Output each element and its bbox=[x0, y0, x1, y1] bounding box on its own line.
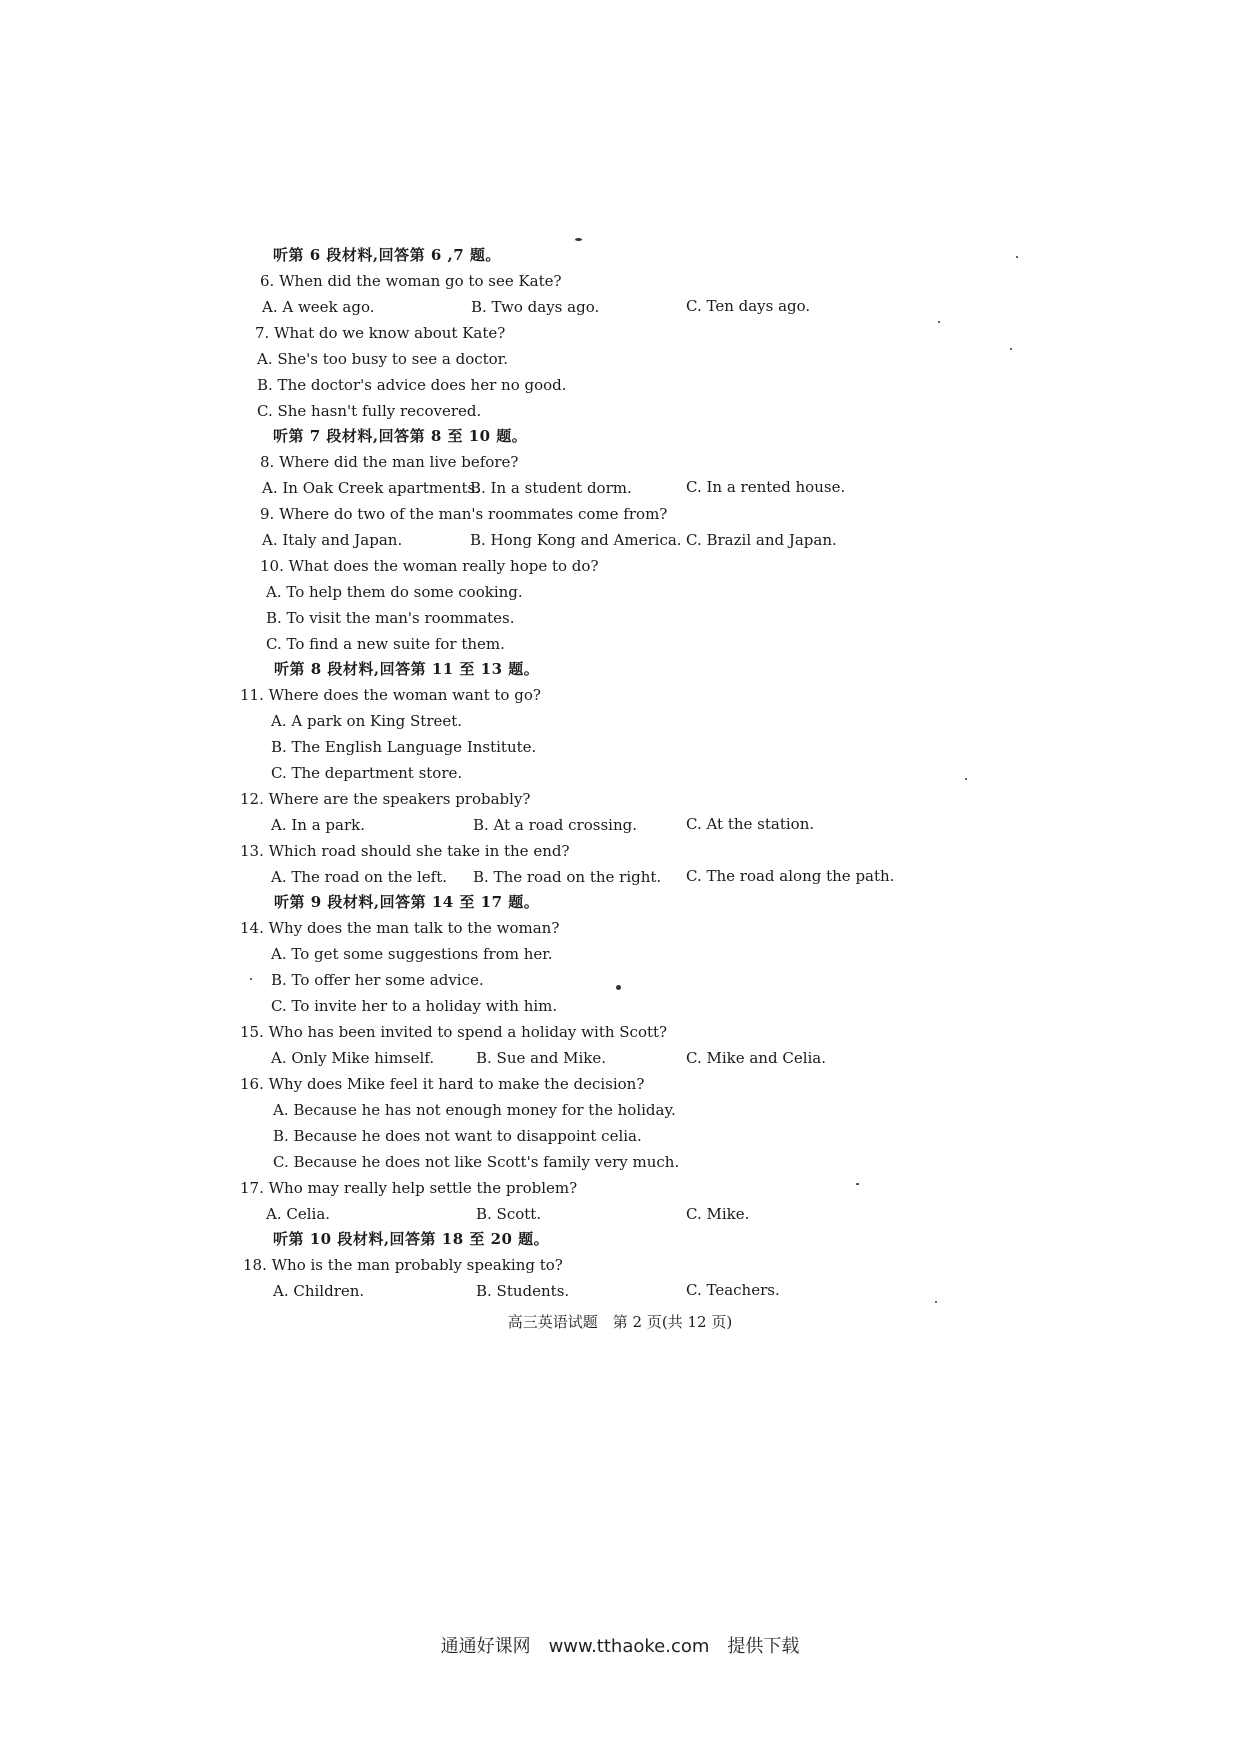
q11-option-c: C. The department store. bbox=[271, 764, 463, 782]
q16-option-a: A. Because he has not enough money for the holiday. bbox=[273, 1101, 676, 1119]
question-16: 16. Why does Mike feel it hard to make the decision? bbox=[240, 1075, 645, 1093]
q17-option-b: B. Scott. bbox=[476, 1205, 542, 1223]
question-12: 12. Where are the speakers probably? bbox=[240, 790, 531, 808]
q15-option-b: B. Sue and Mike. bbox=[476, 1049, 607, 1067]
q7-option-b: B. The doctor's advice does her no good. bbox=[257, 376, 567, 394]
question-6: 6. When did the woman go to see Kate? bbox=[260, 272, 562, 290]
question-18: 18. Who is the man probably speaking to? bbox=[243, 1256, 563, 1274]
q11-option-b: B. The English Language Institute. bbox=[271, 738, 537, 756]
q16-option-b: B. Because he does not want to disappoint celia. bbox=[273, 1127, 642, 1145]
section-heading-9: 听第 9 段材料,回答第 14 至 17 题。 bbox=[274, 893, 540, 911]
q6-option-c: C. Ten days ago. bbox=[686, 297, 811, 315]
q17-option-a: A. Celia. bbox=[266, 1205, 331, 1223]
q8-option-b: B. In a student dorm. bbox=[470, 479, 632, 497]
q14-option-c: C. To invite her to a holiday with him. bbox=[271, 997, 558, 1015]
q15-option-c: C. Mike and Celia. bbox=[686, 1049, 827, 1067]
section-heading-8: 听第 8 段材料,回答第 11 至 13 题。 bbox=[274, 660, 540, 678]
q18-option-c: C. Teachers. bbox=[686, 1281, 780, 1299]
q10-option-b: B. To visit the man's roommates. bbox=[266, 609, 515, 627]
q6-option-b: B. Two days ago. bbox=[471, 298, 600, 316]
scan-speck bbox=[935, 1301, 937, 1303]
question-7: 7. What do we know about Kate? bbox=[255, 324, 506, 342]
scan-speck bbox=[616, 985, 621, 990]
question-14: 14. Why does the man talk to the woman? bbox=[240, 919, 560, 937]
q9-option-b: B. Hong Kong and America. bbox=[470, 531, 682, 549]
q8-option-c: C. In a rented house. bbox=[686, 478, 846, 496]
q17-option-c: C. Mike. bbox=[686, 1205, 750, 1223]
q12-option-c: C. At the station. bbox=[686, 815, 815, 833]
q8-option-a: A. In Oak Creek apartments. bbox=[262, 479, 481, 497]
q12-option-a: A. In a park. bbox=[271, 816, 366, 834]
q9-option-a: A. Italy and Japan. bbox=[262, 531, 403, 549]
section-heading-7: 听第 7 段材料,回答第 8 至 10 题。 bbox=[273, 427, 528, 445]
q11-option-a: A. A park on King Street. bbox=[271, 712, 463, 730]
scan-speck bbox=[938, 321, 940, 323]
question-11: 11. Where does the woman want to go? bbox=[240, 686, 541, 704]
q18-option-b: B. Students. bbox=[476, 1282, 570, 1300]
scan-speck bbox=[575, 238, 582, 241]
section-heading-10: 听第 10 段材料,回答第 18 至 20 题。 bbox=[273, 1230, 550, 1248]
q13-option-c: C. The road along the path. bbox=[686, 867, 895, 885]
scan-speck bbox=[965, 778, 967, 780]
q16-option-c: C. Because he does not like Scott's family very much. bbox=[273, 1153, 680, 1171]
question-13: 13. Which road should she take in the end? bbox=[240, 842, 570, 860]
q13-option-a: A. The road on the left. bbox=[271, 868, 448, 886]
q12-option-b: B. At a road crossing. bbox=[473, 816, 637, 834]
q6-option-a: A. A week ago. bbox=[262, 298, 375, 316]
q7-option-a: A. She's too busy to see a doctor. bbox=[257, 350, 508, 368]
question-8: 8. Where did the man live before? bbox=[260, 453, 519, 471]
question-17: 17. Who may really help settle the problem? bbox=[240, 1179, 578, 1197]
q9-option-c: C. Brazil and Japan. bbox=[686, 531, 837, 549]
q15-option-a: A. Only Mike himself. bbox=[271, 1049, 435, 1067]
scan-speck bbox=[1016, 256, 1018, 258]
question-15: 15. Who has been invited to spend a holiday with Scott? bbox=[240, 1023, 668, 1041]
scan-speck bbox=[250, 978, 252, 980]
section-heading-6: 听第 6 段材料,回答第 6 ,7 题。 bbox=[273, 246, 501, 264]
q7-option-c: C. She hasn't fully recovered. bbox=[257, 402, 482, 420]
q14-option-a: A. To get some suggestions from her. bbox=[271, 945, 553, 963]
q18-option-a: A. Children. bbox=[273, 1282, 365, 1300]
q13-option-b: B. The road on the right. bbox=[473, 868, 662, 886]
scan-speck bbox=[856, 1183, 859, 1185]
q10-option-c: C. To find a new suite for them. bbox=[266, 635, 505, 653]
question-10: 10. What does the woman really hope to do? bbox=[260, 557, 599, 575]
question-9: 9. Where do two of the man's roommates come from? bbox=[260, 505, 668, 523]
page-footer: 高三英语试题 第 2 页(共 12 页) bbox=[507, 1313, 733, 1331]
scan-speck bbox=[1010, 348, 1012, 350]
watermark-text: 通通好课网 www.tthaoke.com 提供下载 bbox=[440, 1636, 800, 1657]
q10-option-a: A. To help them do some cooking. bbox=[266, 583, 523, 601]
q14-option-b: B. To offer her some advice. bbox=[271, 971, 484, 989]
